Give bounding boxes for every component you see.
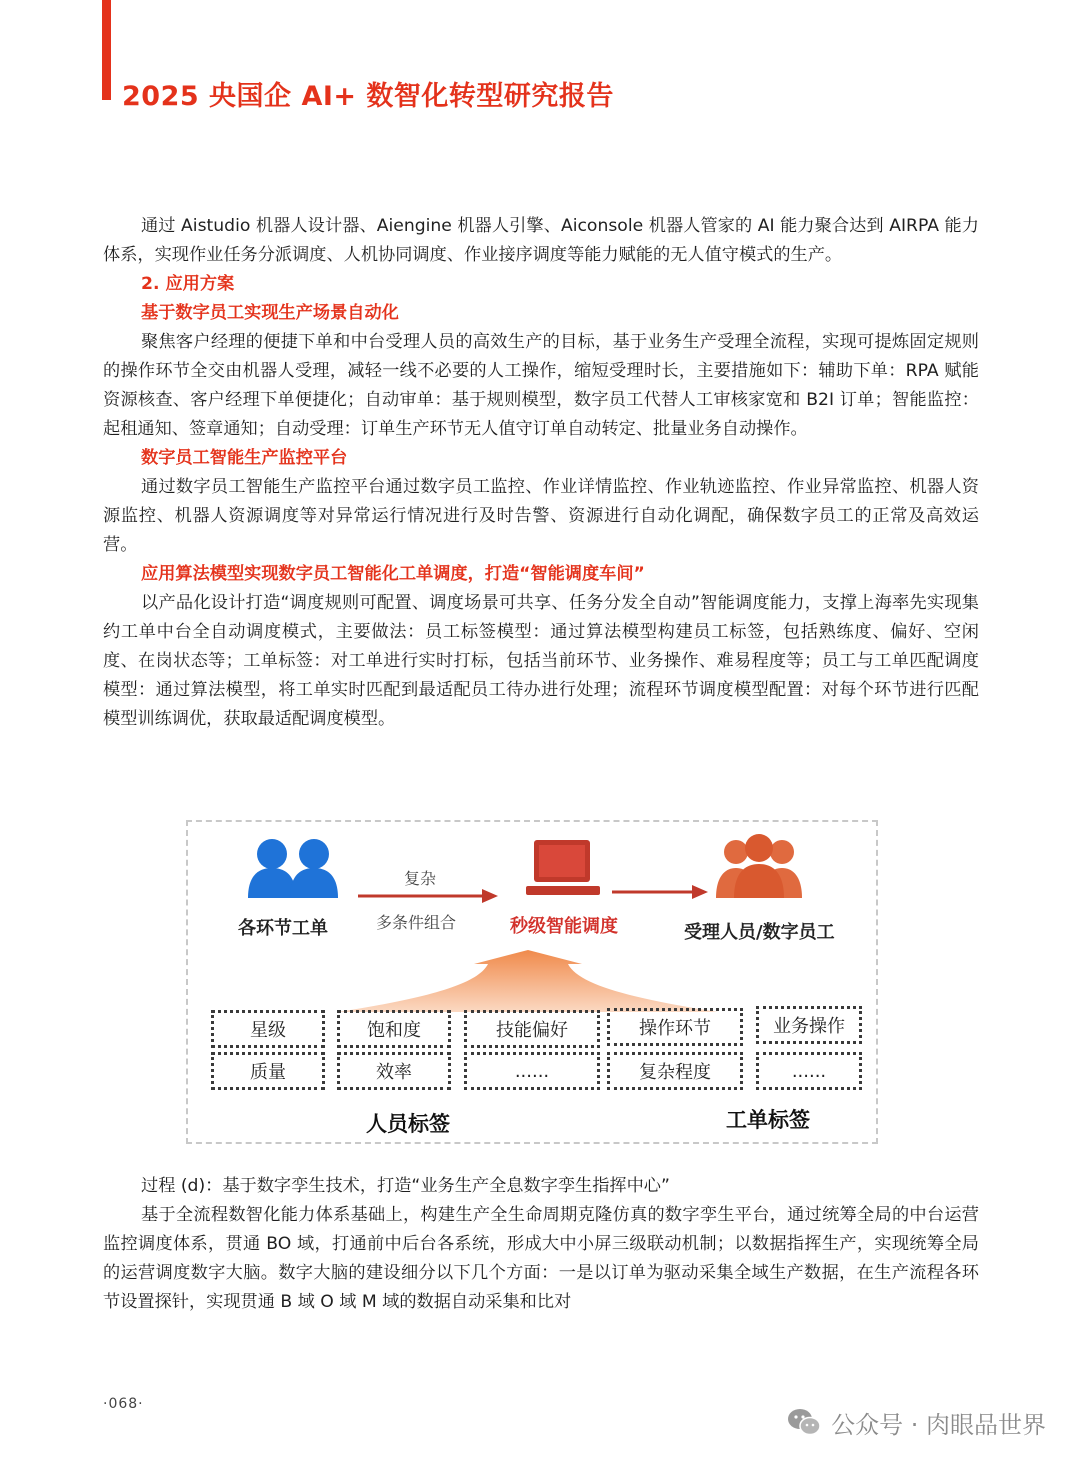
arrow-right-icon <box>612 884 708 900</box>
section-heading-application: 2. 应用方案 <box>141 274 235 294</box>
paragraph-dispatch: 以产品化设计打造“调度规则可配置、调度场景可共享、任务分发全自动”智能调度能力，支撑上海率先实现集约工单中台全自动调度模式，主要做法：员工标签模型：通过算法模型构建员工标签，包括熟练度、偏好、空闲度、在岗状态等；工单标签：对工单进行实时打标，包括当前环节、业务操作、难易程度等；员工与工单匹配调度模型：通过算法模型，将工单实时匹配到最适配员工待办进行处理；流程环节调度模型配置：对每个环节进行匹配模型训练调优，获取最适配调度模型。 <box>103 593 979 729</box>
label-people-tags: 人员标签 <box>366 1112 450 1136</box>
header-accent-bar <box>102 0 111 100</box>
node-staff-digital-employee: 受理人员/数字员工 <box>684 922 835 943</box>
tag-skill-preference: 技能偏好 <box>464 1010 600 1048</box>
subheading-smart-dispatch: 应用算法模型实现数字员工智能化工单调度，打造“智能调度车间” <box>141 564 645 584</box>
paragraph-airpa: 通过 Aistudio 机器人设计器、Aiengine 机器人引擎、Aiconsole 机器人管家的 AI 能力聚合达到 AIRPA 能力体系，实现作业任务分派调度、人机协同调度、作业接序调度等能力赋能的无人值守模式的生产。 <box>103 216 979 265</box>
arrow-right-icon <box>358 888 498 904</box>
paragraph-monitoring: 通过数字员工智能生产监控平台通过数字员工监控、作业详情监控、作业轨迹监控、作业异常监控、机器人资源监控、机器人资源调度等对异常运行情况进行及时告警、资源进行自动化调配，确保数字员工的正常及高效运营。 <box>103 477 979 555</box>
tag-saturation: 饱和度 <box>337 1010 451 1048</box>
watermark-text: 公众号 · 肉眼品世界 <box>831 1410 1046 1439</box>
people-group-icon <box>244 836 344 900</box>
arrow-label-complex: 复杂 <box>404 869 437 888</box>
article-body <box>103 212 979 734</box>
tag-more-order: ...... <box>756 1052 862 1090</box>
article-body-continued <box>103 1172 979 1317</box>
paragraph-digital-twin: 基于全流程数智化能力体系基础上，构建生产全生命周期克隆仿真的数字孪生平台，通过统筹全局的中台运营监控调度体系，贯通 BO 域，打通前中后台各系统，形成大中小屏三级联动机制；以数据指挥生产，实现统筹全局的运营调度数字大脑。数字大脑的建设细分以下几个方面：一是以订单为驱动采集全域生产数据，在生产流程各环节设置探针，实现贯通 B 域 O 域 M 域的数据自动采集和比对 <box>103 1205 979 1312</box>
node-order-steps: 各环节工单 <box>238 918 328 939</box>
computer-monitor-icon <box>524 838 602 898</box>
tag-complexity: 复杂程度 <box>607 1052 743 1090</box>
upward-arrow-shape <box>338 950 718 1012</box>
tag-more-people: ...... <box>464 1052 600 1090</box>
process-d-heading: 过程 (d)：基于数字孪生技术，打造“业务生产全息数字孪生指挥中心” <box>141 1176 670 1196</box>
tag-business-operation: 业务操作 <box>756 1006 862 1044</box>
tag-star-level: 星级 <box>211 1010 325 1048</box>
tag-quality: 质量 <box>211 1052 325 1090</box>
watermark <box>787 1404 1046 1440</box>
page-number: ·068· <box>103 1396 144 1412</box>
subheading-monitoring-platform: 数字员工智能生产监控平台 <box>141 448 348 468</box>
arrow-label-multi-condition: 多条件组合 <box>376 913 457 932</box>
tag-efficiency: 效率 <box>337 1052 451 1090</box>
paragraph-automation: 聚焦客户经理的便捷下单和中台受理人员的高效生产的目标，基于业务生产受理全流程，实现可提炼固定规则的操作环节全交由机器人受理，减轻一线不必要的人工操作，缩短受理时长，主要措施如下：辅助下单：RPA 赋能资源核查、客户经理下单便捷化；自动审单：基于规则模型，数字员工代替人工审核家宽和 B2I 订单；智能监控：起租通知、签章通知；自动受理：订单生产环节无人值守订单自动转定、批量业务自动操作。 <box>103 332 979 439</box>
label-order-tags: 工单标签 <box>726 1108 810 1132</box>
subheading-digital-employee-automation: 基于数字员工实现生产场景自动化 <box>141 303 399 323</box>
staff-group-icon <box>714 832 804 900</box>
node-smart-dispatch: 秒级智能调度 <box>510 916 618 937</box>
tag-operation-step: 操作环节 <box>607 1008 743 1046</box>
wechat-icon <box>787 1407 821 1437</box>
page-title: 2025 央国企 AI+ 数智化转型研究报告 <box>122 81 614 112</box>
dispatch-diagram <box>186 820 878 1144</box>
